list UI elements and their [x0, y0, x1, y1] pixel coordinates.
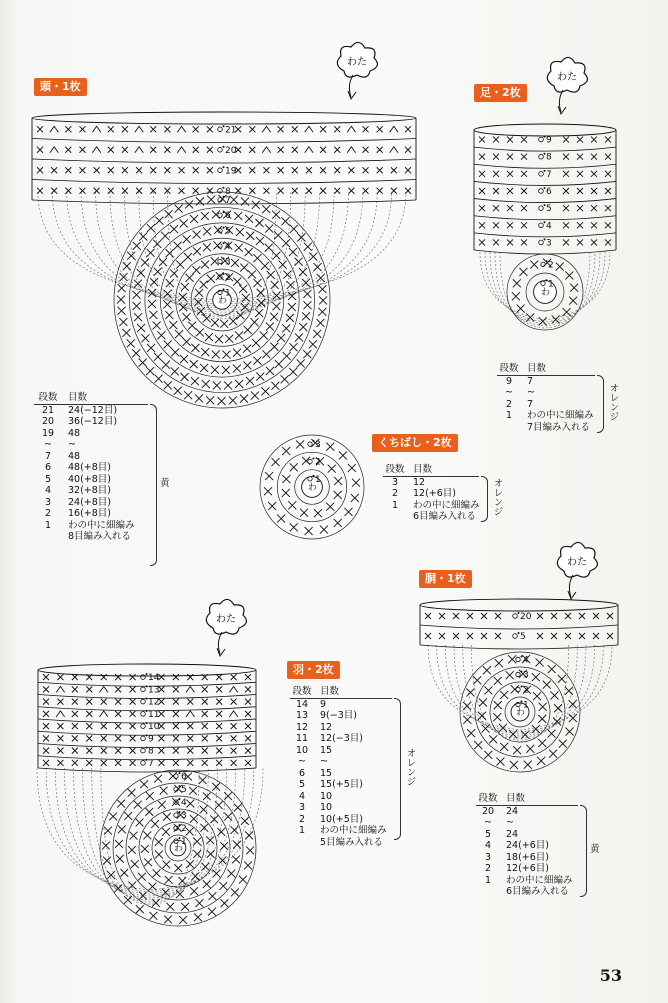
round-header: 段数 [499, 363, 519, 374]
table-row [290, 802, 392, 814]
round-cell: 19 [41, 427, 55, 439]
round-number: 3 [181, 811, 187, 822]
feet-table [497, 363, 619, 433]
feet-circle [507, 254, 583, 330]
count-cell: 12(+6目) [413, 488, 457, 499]
table-row [290, 825, 392, 837]
round-cell: 5 [44, 473, 52, 485]
table-row [34, 439, 148, 451]
round-cell: ~ [298, 756, 306, 767]
round-number: 2 [225, 272, 231, 283]
round-number: 14 [148, 673, 160, 684]
table-row [290, 779, 392, 791]
table-row [34, 474, 148, 486]
head-stuffing-cloud [337, 42, 377, 99]
table-row [476, 840, 578, 852]
yarn-color: オレンジ [491, 478, 503, 516]
feet-band [474, 124, 616, 254]
body-stuffing-cloud [557, 542, 597, 599]
wing-circle [100, 770, 256, 926]
beak-table [383, 464, 503, 523]
table-row [497, 410, 595, 422]
round-cell [476, 886, 500, 898]
count-cell: 48(+8目) [68, 462, 112, 473]
round-number: 7 [546, 169, 552, 180]
count-cell: わの中に細編み [506, 874, 573, 886]
round-number: 7 [148, 758, 154, 769]
round-number: 8 [546, 152, 552, 163]
table-row [34, 485, 148, 497]
count-cell: 15(+5目) [320, 779, 364, 790]
table-row [497, 376, 595, 388]
round-cell: 5 [298, 779, 306, 790]
round-cell: 2 [391, 488, 399, 499]
round-cell: 6 [298, 767, 306, 779]
round-number: 8 [148, 746, 154, 757]
table-row [290, 733, 392, 745]
round-cell: 9 [505, 375, 513, 387]
round-header: 段数 [292, 686, 312, 697]
round-number: 4 [225, 242, 231, 253]
round-number: 19 [225, 166, 237, 177]
count-cell: わの中に細編み [320, 825, 387, 836]
count-cell: 24(−12目) [68, 404, 118, 416]
round-header: 段数 [38, 392, 58, 403]
round-number: 3 [523, 670, 529, 681]
round-header: 段数 [478, 793, 498, 804]
count-cell: 7 [527, 375, 534, 387]
count-cell: わの中に細編み [68, 519, 135, 531]
count-cell: 6目編み入れる [506, 886, 570, 897]
table-row [34, 531, 148, 543]
round-header: 段数 [385, 464, 405, 475]
head-table [34, 392, 170, 543]
round-number: 20 [225, 145, 237, 156]
round-cell: 1 [391, 499, 399, 511]
table-row [476, 817, 578, 829]
count-cell: 18(+6目) [506, 851, 550, 863]
count-cell: 8目編み入れる [68, 531, 132, 542]
round-number: 5 [181, 785, 187, 796]
round-number: 11 [148, 709, 160, 720]
round-number: 3 [225, 257, 231, 268]
table-row [34, 508, 148, 520]
table-row [290, 710, 392, 722]
table-row [34, 520, 148, 532]
table-row [290, 745, 392, 757]
round-cell: 20 [41, 416, 55, 427]
round-number: 3 [315, 440, 321, 451]
stuffing-label: わた [347, 57, 367, 68]
round-number: 2 [181, 824, 187, 835]
table-row [34, 451, 148, 463]
count-cell: 40(+8目) [68, 473, 112, 485]
table-row [476, 829, 578, 841]
count-cell: ~ [68, 439, 76, 450]
round-number: 3 [546, 238, 552, 249]
round-number: 7 [225, 195, 231, 206]
table-row [476, 875, 578, 887]
round-number: 1 [225, 288, 231, 299]
count-cell: わの中に細編み [413, 499, 480, 511]
round-number: 4 [546, 221, 552, 232]
round-cell: 1 [484, 874, 492, 886]
count-cell: 7 [527, 398, 534, 410]
table-row [497, 399, 595, 411]
round-cell: 2 [298, 813, 306, 825]
round-cell [497, 422, 521, 434]
round-cell: 3 [298, 802, 306, 813]
round-number: 6 [225, 211, 231, 222]
round-cell: 2 [505, 398, 513, 410]
table-row [383, 488, 479, 500]
round-cell [34, 531, 62, 543]
yarn-color: 黄 [160, 478, 170, 489]
stuffing-label: わた [557, 72, 577, 83]
table-row [290, 768, 392, 780]
table-row [34, 416, 148, 428]
round-number: 10 [148, 722, 160, 733]
count-cell: 12(+6目) [506, 863, 550, 874]
table-header [383, 464, 479, 477]
table-row [497, 422, 595, 434]
beak-circle [260, 435, 364, 539]
count-cell: 24(+8目) [68, 496, 112, 508]
color-bracket [394, 698, 401, 840]
color-bracket [597, 375, 604, 433]
table-row [34, 405, 148, 417]
round-number: 13 [148, 685, 160, 696]
wing-table [290, 686, 416, 848]
table-row [290, 814, 392, 826]
round-cell: 13 [295, 710, 309, 721]
round-number: 12 [148, 697, 160, 708]
table-row [476, 886, 578, 898]
ring-center: わ [308, 483, 318, 493]
round-cell: 14 [295, 698, 309, 710]
yarn-color: オレンジ [607, 383, 619, 421]
count-cell: 15 [320, 744, 333, 756]
round-number: 1 [523, 700, 529, 711]
table-row [476, 852, 578, 864]
round-number: 4 [181, 798, 187, 809]
round-cell: 1 [298, 825, 306, 836]
head-circle [114, 192, 330, 408]
count-header: 目数 [413, 464, 433, 475]
table-row [34, 462, 148, 474]
table-header [290, 686, 392, 699]
count-cell: 10(+5目) [320, 813, 364, 825]
count-header: 目数 [68, 392, 88, 403]
table-row [476, 806, 578, 818]
count-cell: 32(+8目) [68, 485, 112, 496]
count-cell: 48 [68, 427, 81, 439]
wing-band [38, 664, 256, 772]
count-cell: 9 [320, 698, 327, 710]
count-cell: 7目編み入れる [527, 421, 591, 433]
count-cell: ~ [527, 387, 535, 398]
round-cell [383, 511, 407, 523]
round-cell [290, 837, 314, 849]
round-cell: 2 [44, 508, 52, 519]
table-row [34, 497, 148, 509]
table-row [290, 722, 392, 734]
count-cell: 5目編み入れる [320, 836, 384, 848]
yarn-color: オレンジ [404, 748, 416, 786]
body-table [476, 793, 600, 898]
round-cell: 7 [44, 450, 52, 462]
round-cell: 3 [391, 476, 399, 488]
round-cell: 10 [295, 744, 309, 756]
table-row [497, 387, 595, 399]
table-row [383, 511, 479, 523]
color-bracket [481, 476, 488, 522]
table-row [383, 477, 479, 489]
stuffing-label: わた [216, 614, 236, 625]
feet-stuffing-cloud [547, 57, 587, 114]
ring-center: わ [174, 844, 184, 854]
feet-title: 足・2枚 [474, 84, 527, 102]
table-row [290, 791, 392, 803]
stuffing-label: わた [567, 557, 587, 568]
round-cell: 4 [44, 485, 52, 496]
round-number: 8 [225, 186, 231, 197]
ring-center: わ [218, 296, 228, 306]
round-cell: ~ [484, 817, 492, 828]
count-cell: ~ [506, 817, 514, 828]
round-cell: ~ [44, 439, 52, 450]
round-number: 20 [520, 612, 532, 622]
round-cell: 3 [484, 851, 492, 863]
round-number: 9 [148, 734, 154, 745]
round-cell: 6 [44, 462, 52, 473]
table-row [383, 500, 479, 512]
ring-center: わ [541, 288, 551, 298]
count-cell: 15 [320, 767, 333, 779]
table-row [476, 863, 578, 875]
round-cell: 4 [298, 790, 306, 802]
count-cell: 48 [68, 450, 81, 462]
color-bracket [580, 805, 587, 897]
table-row [34, 428, 148, 440]
ring-center: わ [516, 708, 526, 718]
count-cell: 24(+6目) [506, 840, 550, 851]
count-cell: 10 [320, 802, 333, 813]
count-cell: 9(−3目) [320, 710, 357, 721]
count-cell: 36(−12目) [68, 416, 118, 427]
table-header [497, 363, 595, 376]
round-number: 5 [225, 226, 231, 237]
count-header: 目数 [506, 793, 526, 804]
round-cell: 21 [41, 404, 55, 416]
count-cell: ~ [320, 756, 328, 767]
table-row [290, 699, 392, 711]
beak-title: くちばし・2枚 [372, 434, 458, 452]
table-row [290, 756, 392, 768]
table-header [476, 793, 578, 806]
round-cell: 1 [44, 519, 52, 531]
head-title: 頭・1枚 [34, 78, 87, 96]
count-cell: 16(+8目) [68, 508, 112, 519]
round-number: 2 [523, 685, 529, 696]
count-header: 目数 [527, 363, 547, 374]
round-cell: 1 [505, 410, 513, 421]
body-title: 胴・1枚 [419, 570, 472, 588]
count-cell: 12(−3目) [320, 733, 364, 744]
round-number: 4 [523, 655, 529, 666]
head-band [32, 112, 416, 204]
count-cell: 6目編み入れる [413, 511, 477, 522]
body-circle [460, 652, 580, 772]
yarn-color: 黄 [590, 844, 600, 855]
round-number: 1 [548, 279, 554, 290]
body-band [420, 599, 618, 649]
wing-title: 羽・2枚 [287, 661, 340, 679]
count-cell: 10 [320, 790, 333, 802]
count-header: 目数 [320, 686, 340, 697]
page-number: 53 [599, 966, 622, 985]
round-number: 5 [520, 632, 526, 642]
wing-stuffing-cloud [206, 599, 246, 656]
count-cell: 24 [506, 805, 519, 817]
round-number: 2 [315, 457, 321, 468]
round-cell: ~ [505, 387, 513, 398]
table-row [290, 837, 392, 849]
round-cell: 5 [484, 828, 492, 840]
round-number: 5 [546, 204, 552, 215]
round-cell: 11 [295, 733, 309, 744]
round-number: 9 [546, 135, 552, 146]
color-bracket [150, 404, 157, 566]
count-cell: 24 [506, 828, 519, 840]
round-cell: 4 [484, 840, 492, 851]
round-number: 1 [315, 474, 321, 485]
round-cell: 3 [44, 496, 52, 508]
table-header [34, 392, 148, 405]
round-number: 2 [548, 260, 554, 271]
round-number: 1 [181, 837, 187, 848]
round-cell: 12 [295, 721, 309, 733]
round-number: 6 [546, 187, 552, 197]
count-cell: わの中に細編み [527, 410, 594, 421]
round-number: 6 [181, 772, 187, 783]
round-number: 21 [225, 125, 237, 136]
count-cell: 12 [413, 476, 426, 488]
round-cell: 2 [484, 863, 492, 874]
round-cell: 20 [481, 805, 495, 817]
count-cell: 12 [320, 721, 333, 733]
